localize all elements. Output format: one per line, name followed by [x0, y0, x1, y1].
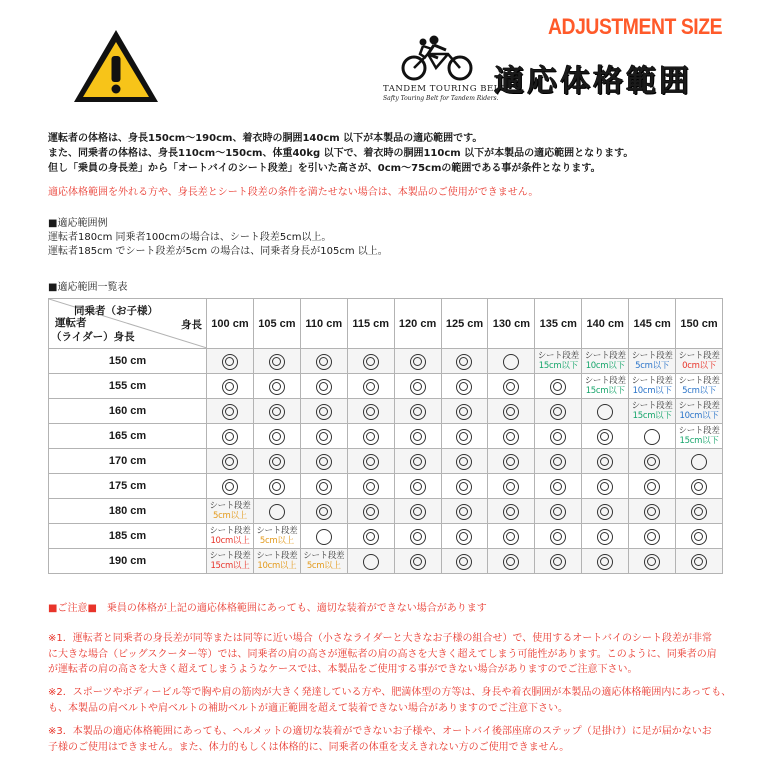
double-circle-mark	[394, 549, 441, 574]
double-circle-icon	[456, 379, 472, 395]
seat-step-label: シート段差	[256, 526, 298, 536]
double-circle-icon	[410, 354, 426, 370]
double-circle-icon	[503, 504, 519, 520]
seat-step-label: シート段差	[256, 551, 298, 561]
row-header: 170 cm	[49, 449, 207, 474]
single-circle-icon	[597, 404, 613, 420]
double-circle-mark	[629, 499, 676, 524]
double-circle-mark	[676, 524, 723, 549]
double-circle-mark	[488, 399, 535, 424]
intro-line-3: 但し「乗員の身長差」から「オートバイのシート段差」を引いた高さが、0cm〜75cmの範囲である事が条件となります。	[48, 163, 601, 174]
double-circle-mark	[253, 374, 300, 399]
double-circle-mark	[488, 374, 535, 399]
intro-line-2: また、同乗者の体格は、身長110cm〜150cm、体重40kg 以下で、着衣時の胴囲110cm 以下が本製品の適応範囲となります。	[48, 148, 634, 159]
corner-passenger-height: 身長	[181, 319, 202, 331]
single-circle-mark	[676, 449, 723, 474]
seat-step-condition	[582, 374, 629, 399]
column-header: 150 cm	[676, 299, 723, 349]
double-circle-mark	[535, 474, 582, 499]
double-circle-icon	[597, 529, 613, 545]
double-circle-icon	[269, 479, 285, 495]
double-circle-icon	[456, 479, 472, 495]
double-circle-mark	[582, 474, 629, 499]
double-circle-icon	[597, 429, 613, 445]
double-circle-icon	[456, 429, 472, 445]
single-circle-mark	[488, 349, 535, 374]
table-corner-header	[49, 299, 207, 349]
double-circle-icon	[503, 379, 519, 395]
double-circle-mark	[535, 499, 582, 524]
seat-step-condition	[207, 524, 254, 549]
notes-heading: ■ご注意■ 乗員の体格が上記の適応体格範囲にあっても、適切な装着ができない場合があります	[48, 603, 487, 614]
seat-step-condition	[582, 349, 629, 374]
double-circle-mark	[394, 474, 441, 499]
corner-rider-height: （ライダー）身長	[51, 331, 135, 343]
seat-step-condition-text	[676, 351, 722, 371]
row-header: 160 cm	[49, 399, 207, 424]
example-line-2: 運転者185cm でシート段差が5cm の場合は、同乗者身長が105cm 以上。	[48, 246, 388, 257]
seat-step-value: 10cm以下	[632, 386, 672, 396]
double-circle-icon	[691, 479, 707, 495]
seat-step-label: シート段差	[584, 351, 626, 361]
single-circle-mark	[629, 424, 676, 449]
double-circle-mark	[441, 399, 488, 424]
row-header: 165 cm	[49, 424, 207, 449]
column-header: 135 cm	[535, 299, 582, 349]
seat-step-condition-text	[676, 401, 722, 421]
adjustment-size-title: ADJUSTMENT SIZE	[548, 14, 723, 39]
double-circle-icon	[363, 429, 379, 445]
double-circle-icon	[644, 554, 660, 570]
double-circle-icon	[597, 479, 613, 495]
double-circle-icon	[456, 354, 472, 370]
double-circle-mark	[394, 449, 441, 474]
double-circle-icon	[597, 554, 613, 570]
column-header: 105 cm	[253, 299, 300, 349]
double-circle-icon	[644, 504, 660, 520]
row-header: 175 cm	[49, 474, 207, 499]
seat-step-condition	[535, 349, 582, 374]
row-header: 190 cm	[49, 549, 207, 574]
double-circle-mark	[394, 424, 441, 449]
note-3-line-2: 子様のご使用はできません。また、体力的もしくは体格的に、同乗者の体重を支えきれない方のご使用できません。	[48, 741, 570, 753]
column-header: 145 cm	[629, 299, 676, 349]
seat-step-label: シート段差	[631, 376, 673, 386]
seat-step-value: 5cm以上	[306, 561, 341, 571]
table-row	[49, 499, 723, 524]
double-circle-mark	[207, 449, 254, 474]
double-circle-mark	[347, 474, 394, 499]
double-circle-mark	[582, 449, 629, 474]
seat-step-label: シート段差	[584, 376, 626, 386]
double-circle-mark	[535, 424, 582, 449]
double-circle-mark	[629, 524, 676, 549]
row-header: 180 cm	[49, 499, 207, 524]
double-circle-mark	[347, 399, 394, 424]
note-1-line-2: に大きな場合（ビッグスクーター等）では、同乗者の肩の高さが運転者の肩の高さを大きく超えてしまう可能性があります。このように、同乗者の肩	[48, 648, 717, 660]
double-circle-icon	[269, 354, 285, 370]
row-header: 150 cm	[49, 349, 207, 374]
double-circle-icon	[410, 429, 426, 445]
warning-triangle-icon	[70, 26, 162, 106]
double-circle-icon	[222, 379, 238, 395]
double-circle-mark	[207, 374, 254, 399]
column-header: 140 cm	[582, 299, 629, 349]
seat-step-label: シート段差	[678, 401, 720, 411]
column-header: 125 cm	[441, 299, 488, 349]
seat-step-value: 15cm以下	[632, 411, 672, 421]
double-circle-mark	[535, 449, 582, 474]
double-circle-mark	[394, 399, 441, 424]
double-circle-icon	[550, 554, 566, 570]
seat-step-condition	[253, 524, 300, 549]
seat-step-condition-text	[582, 351, 628, 371]
table-row	[49, 524, 723, 549]
column-header: 100 cm	[207, 299, 254, 349]
double-circle-icon	[456, 554, 472, 570]
double-circle-icon	[456, 504, 472, 520]
double-circle-icon	[410, 479, 426, 495]
double-circle-icon	[597, 454, 613, 470]
double-circle-mark	[441, 424, 488, 449]
corner-passenger-label: 同乗者（お子様）	[74, 305, 158, 317]
seat-step-condition	[676, 374, 723, 399]
double-circle-icon	[316, 504, 332, 520]
double-circle-icon	[691, 554, 707, 570]
double-circle-icon	[316, 379, 332, 395]
double-circle-icon	[644, 454, 660, 470]
double-circle-icon	[316, 479, 332, 495]
double-circle-icon	[269, 454, 285, 470]
double-circle-icon	[269, 379, 285, 395]
table-row	[49, 449, 723, 474]
double-circle-icon	[550, 379, 566, 395]
seat-step-value: 5cm以下	[635, 361, 670, 371]
single-circle-icon	[503, 354, 519, 370]
double-circle-icon	[503, 454, 519, 470]
note-3	[48, 724, 738, 755]
seat-step-condition-text	[676, 376, 722, 396]
seat-step-value: 5cm以上	[259, 536, 294, 546]
double-circle-icon	[550, 454, 566, 470]
table-heading: ■適応範囲一覧表	[48, 282, 128, 293]
double-circle-mark	[253, 349, 300, 374]
double-circle-icon	[222, 404, 238, 420]
double-circle-mark	[300, 374, 347, 399]
seat-step-condition-text	[629, 376, 675, 396]
seat-step-value: 5cm以上	[213, 511, 247, 521]
column-header: 115 cm	[347, 299, 394, 349]
seat-step-condition-text	[676, 426, 722, 446]
note-1-line-1: ※1．運転者と同乗者の身長差が同等または同等に近い場合（小さなライダーと大きなお子様の組合せ）で、使用するオートバイのシート段差が非常	[48, 633, 713, 644]
double-circle-icon	[644, 479, 660, 495]
seat-step-condition-text	[629, 351, 675, 371]
double-circle-mark	[441, 474, 488, 499]
brand-name: TANDEM TOURING BELT	[383, 84, 506, 94]
single-circle-icon	[269, 504, 285, 520]
seat-step-label: シート段差	[631, 351, 673, 361]
seat-step-value: 10cm以上	[257, 561, 297, 571]
seat-step-condition-text	[535, 351, 581, 371]
double-circle-icon	[222, 479, 238, 495]
seat-step-condition-text	[207, 526, 253, 546]
double-circle-icon	[363, 504, 379, 520]
double-circle-icon	[503, 429, 519, 445]
seat-step-condition	[629, 374, 676, 399]
single-circle-icon	[316, 529, 332, 545]
intro-line-1: 運転者の体格は、身長150cm〜190cm、着衣時の胴囲140cm 以下が本製品の適応範囲です。	[48, 133, 483, 144]
seat-step-value: 15cm以下	[679, 436, 719, 446]
intro-warning: 適応体格範囲を外れる方や、身長差とシート段差の条件を満たせない場合は、本製品のご使用ができません。	[48, 187, 539, 198]
double-circle-icon	[410, 404, 426, 420]
note-1	[48, 631, 738, 678]
table-row	[49, 549, 723, 574]
single-circle-icon	[644, 429, 660, 445]
double-circle-mark	[629, 549, 676, 574]
table-row	[49, 399, 723, 424]
double-circle-icon	[503, 554, 519, 570]
double-circle-icon	[644, 529, 660, 545]
note-3-line-1: ※3．本製品の適応体格範囲にあっても、ヘルメットの適切な装着ができないお子様や、オートバイ後部座席のステップ（足掛け）に足が届かないお	[48, 726, 712, 737]
double-circle-mark	[535, 399, 582, 424]
double-circle-mark	[207, 399, 254, 424]
seat-step-label: シート段差	[678, 426, 720, 436]
double-circle-mark	[582, 549, 629, 574]
seat-step-label: シート段差	[209, 526, 251, 536]
seat-step-condition-text	[254, 551, 300, 571]
double-circle-mark	[488, 499, 535, 524]
double-circle-icon	[222, 429, 238, 445]
row-header: 185 cm	[49, 524, 207, 549]
double-circle-mark	[676, 474, 723, 499]
seat-step-condition	[629, 349, 676, 374]
double-circle-icon	[222, 454, 238, 470]
double-circle-mark	[394, 499, 441, 524]
double-circle-mark	[441, 449, 488, 474]
double-circle-icon	[410, 529, 426, 545]
seat-step-condition	[629, 399, 676, 424]
double-circle-icon	[316, 354, 332, 370]
double-circle-mark	[347, 374, 394, 399]
double-circle-mark	[207, 474, 254, 499]
double-circle-mark	[488, 474, 535, 499]
seat-step-value: 10cm以下	[585, 361, 625, 371]
seat-step-label: シート段差	[537, 351, 579, 361]
tandem-riders-bicycle-icon	[398, 34, 478, 82]
double-circle-mark	[441, 499, 488, 524]
column-header: 130 cm	[488, 299, 535, 349]
double-circle-icon	[550, 504, 566, 520]
seat-step-condition	[676, 399, 723, 424]
seat-step-condition-text	[582, 376, 628, 396]
seat-step-condition	[300, 549, 347, 574]
table-row	[49, 424, 723, 449]
seat-step-label: シート段差	[303, 551, 345, 561]
double-circle-icon	[456, 404, 472, 420]
double-circle-mark	[535, 524, 582, 549]
seat-step-condition	[253, 549, 300, 574]
double-circle-icon	[363, 404, 379, 420]
double-circle-mark	[207, 424, 254, 449]
table-row	[49, 349, 723, 374]
double-circle-mark	[629, 474, 676, 499]
seat-step-value: 15cm以下	[538, 361, 578, 371]
seat-step-condition-text	[301, 551, 347, 571]
double-circle-mark	[300, 474, 347, 499]
double-circle-mark	[441, 374, 488, 399]
double-circle-mark	[488, 549, 535, 574]
double-circle-icon	[410, 554, 426, 570]
double-circle-mark	[347, 424, 394, 449]
single-circle-icon	[691, 454, 707, 470]
size-table	[48, 298, 723, 574]
double-circle-mark	[253, 424, 300, 449]
examples-heading: ■適応範囲例	[48, 218, 108, 229]
table-row	[49, 374, 723, 399]
double-circle-icon	[410, 379, 426, 395]
double-circle-mark	[347, 499, 394, 524]
column-header: 110 cm	[300, 299, 347, 349]
double-circle-mark	[676, 549, 723, 574]
double-circle-mark	[676, 499, 723, 524]
double-circle-mark	[300, 449, 347, 474]
single-circle-mark	[253, 499, 300, 524]
example-line-1: 運転者180cm 同乗者100cmの場合は、シート段差5cm以上。	[48, 232, 332, 243]
seat-step-condition-text	[629, 401, 675, 421]
note-2	[48, 685, 738, 716]
double-circle-mark	[441, 524, 488, 549]
double-circle-icon	[691, 504, 707, 520]
double-circle-icon	[597, 504, 613, 520]
seat-step-condition	[676, 424, 723, 449]
seat-step-condition	[207, 549, 254, 574]
double-circle-mark	[441, 549, 488, 574]
table-row	[49, 474, 723, 499]
double-circle-mark	[300, 424, 347, 449]
single-circle-mark	[582, 399, 629, 424]
double-circle-icon	[503, 479, 519, 495]
brand-tagline: Safty Touring Belt for Tandem Riders.	[383, 95, 499, 102]
seat-step-label: シート段差	[209, 501, 251, 511]
double-circle-mark	[535, 549, 582, 574]
double-circle-mark	[300, 499, 347, 524]
double-circle-mark	[394, 524, 441, 549]
single-circle-icon	[363, 554, 379, 570]
double-circle-mark	[253, 399, 300, 424]
note-2-line-2: も、本製品の肩ベルトや肩ベルトの補助ベルトが適正範囲を超えて装着できない場合がありますのでご注意下さい。	[48, 702, 568, 714]
double-circle-mark	[300, 349, 347, 374]
double-circle-icon	[550, 429, 566, 445]
double-circle-mark	[535, 374, 582, 399]
brand-logo	[383, 34, 506, 114]
double-circle-icon	[410, 504, 426, 520]
seat-step-condition-text	[254, 526, 300, 546]
seat-step-value: 10cm以上	[210, 536, 250, 546]
double-circle-icon	[456, 454, 472, 470]
seat-step-label: シート段差	[631, 401, 673, 411]
double-circle-mark	[488, 449, 535, 474]
seat-step-value: 10cm以下	[679, 411, 719, 421]
seat-step-condition-text	[207, 551, 253, 571]
double-circle-icon	[363, 529, 379, 545]
double-circle-icon	[269, 404, 285, 420]
double-circle-icon	[316, 454, 332, 470]
double-circle-icon	[550, 529, 566, 545]
column-header: 120 cm	[394, 299, 441, 349]
double-circle-icon	[550, 404, 566, 420]
double-circle-mark	[300, 399, 347, 424]
double-circle-icon	[363, 479, 379, 495]
seat-step-condition	[207, 499, 254, 524]
double-circle-icon	[550, 479, 566, 495]
seat-step-value: 0cm以下	[682, 361, 716, 371]
single-circle-mark	[300, 524, 347, 549]
double-circle-mark	[582, 524, 629, 549]
double-circle-mark	[394, 374, 441, 399]
seat-step-condition-text	[207, 501, 253, 521]
double-circle-icon	[363, 454, 379, 470]
double-circle-mark	[582, 424, 629, 449]
seat-step-label: シート段差	[209, 551, 251, 561]
single-circle-mark	[347, 549, 394, 574]
double-circle-icon	[691, 529, 707, 545]
double-circle-icon	[316, 404, 332, 420]
double-circle-icon	[363, 379, 379, 395]
double-circle-mark	[253, 449, 300, 474]
double-circle-mark	[347, 449, 394, 474]
row-header: 155 cm	[49, 374, 207, 399]
seat-step-value: 5cm以下	[682, 386, 716, 396]
double-circle-mark	[207, 349, 254, 374]
double-circle-icon	[269, 429, 285, 445]
double-circle-icon	[316, 429, 332, 445]
double-circle-mark	[394, 349, 441, 374]
double-circle-mark	[253, 474, 300, 499]
double-circle-icon	[503, 529, 519, 545]
double-circle-icon	[410, 454, 426, 470]
note-2-line-1: ※2．スポーツやボディービル等で胸や肩の筋肉が大きく発達している方や、肥満体型の方等は、身長や着衣胴囲が本製品の適応体格範囲内にあっても、	[48, 687, 732, 698]
note-1-line-3: が運転者の肩の高さを大きく超えてしまうようなケースでは、本製品をご使用する事ができない場合がありますのでご注意下さい。	[48, 664, 638, 675]
double-circle-icon	[456, 529, 472, 545]
seat-step-label: シート段差	[678, 351, 720, 361]
seat-step-value: 15cm以上	[210, 561, 250, 571]
double-circle-mark	[629, 449, 676, 474]
double-circle-mark	[441, 349, 488, 374]
double-circle-icon	[363, 354, 379, 370]
double-circle-mark	[347, 524, 394, 549]
seat-step-label: シート段差	[678, 376, 720, 386]
double-circle-mark	[488, 424, 535, 449]
double-circle-mark	[582, 499, 629, 524]
double-circle-icon	[503, 404, 519, 420]
double-circle-mark	[488, 524, 535, 549]
double-circle-icon	[222, 354, 238, 370]
double-circle-mark	[347, 349, 394, 374]
seat-step-value: 15cm以下	[585, 386, 625, 396]
corner-rider-label: 運転者	[55, 317, 87, 329]
seat-step-condition	[676, 349, 723, 374]
page-title: 適応体格範囲	[494, 64, 692, 99]
